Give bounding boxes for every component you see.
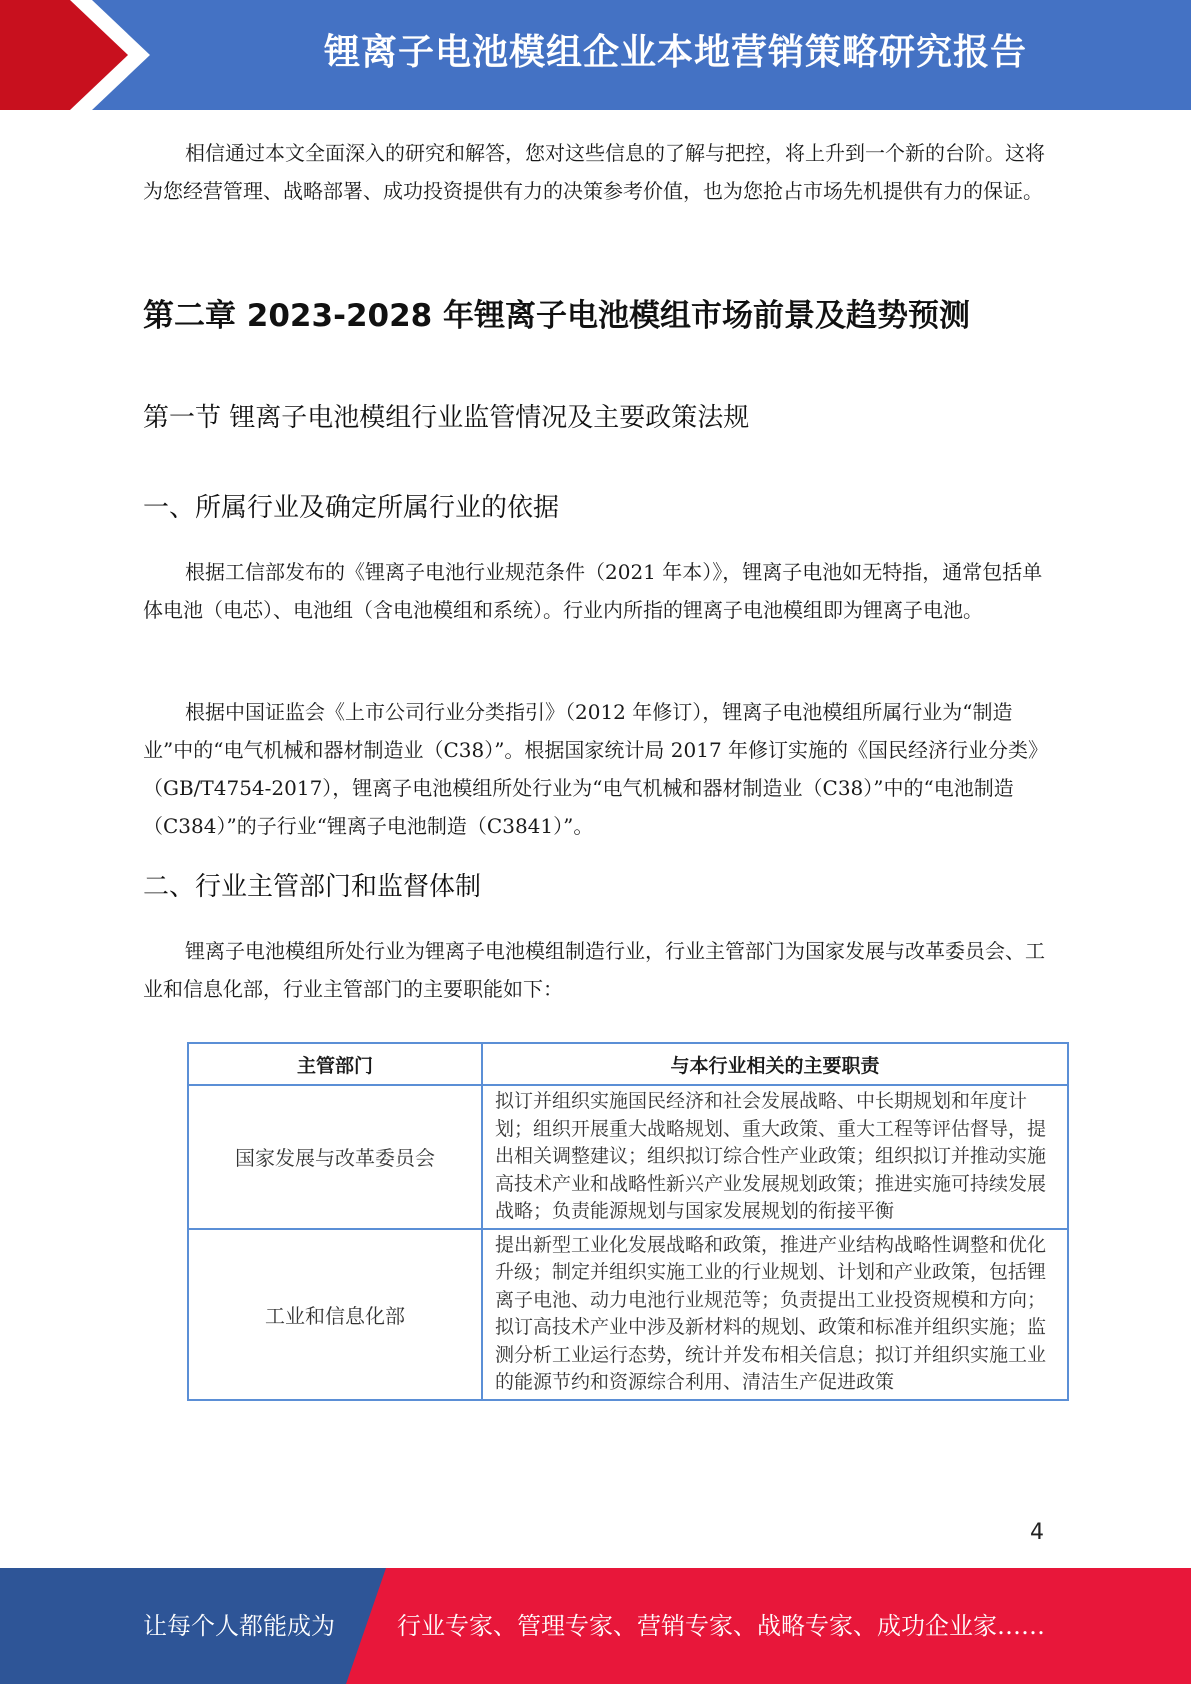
table-header-department: 主管部门 xyxy=(188,1043,482,1085)
subsection-1-title: 一、所属行业及确定所属行业的依据 xyxy=(143,493,560,523)
table-header-row xyxy=(188,1043,1068,1085)
page-number: 4 xyxy=(1030,1520,1044,1545)
section-title: 第一节 锂离子电池模组行业监管情况及主要政策法规 xyxy=(143,403,750,433)
table-cell-duty: 提出新型工业化发展战略和政策，推进产业结构战略性调整和优化升级；制定并组织实施工业的行业规划、计划和产业政策，包括锂离子电池、动力电池行业规范等；负责提出工业投资规模和方向；拟订高技术产业中涉及新材料的规划、政策和标准并组织实施；监测分析工业运行态势，统计并发布相关信息；拟订并组织实施工业的能源节约和资源综合利用、清洁生产促进政策 xyxy=(482,1229,1068,1400)
table-cell-duty: 拟订并组织实施国民经济和社会发展战略、中长期规划和年度计划；组织开展重大战略规划、重大政策、重大工程等评估督导，提出相关调整建议；组织拟订综合性产业政策；组织拟订并推动实施高技术产业和战略性新兴产业发展规划政策；推进实施可持续发展战略；负责能源规划与国家发展规划的衔接平衡 xyxy=(482,1085,1068,1229)
table-row xyxy=(188,1085,1068,1229)
subsection-1-paragraph-1: 根据工信部发布的《锂离子电池行业规范条件（2021 年本）》，锂离子电池如无特指，通常包括单体电池（电芯）、电池组（含电池模组和系统）。行业内所指的锂离子电池模组即为锂离子电池。 xyxy=(143,560,1043,622)
table-row xyxy=(188,1229,1068,1400)
table-cell-department: 国家发展与改革委员会 xyxy=(188,1085,482,1229)
regulatory-departments-table xyxy=(187,1042,1069,1401)
subsection-1-paragraph-2: 根据中国证监会《上市公司行业分类指引》（2012 年修订），锂离子电池模组所属行业为“制造业”中的“电气机械和器材制造业（C38）”。根据国家统计局 2017 年修订实施的《国民经济行业分类》（GB/T4754-2017），锂离子电池模组所处行业为“电气机械和器材制造业（C38）”中的“电池制造（C384）”的子行业“锂离子电池制造（C3841）”。 xyxy=(143,700,1039,838)
table-header-duty: 与本行业相关的主要职责 xyxy=(482,1043,1068,1085)
footer-slogan-left: 让每个人都能成为 xyxy=(143,1612,335,1640)
subsection-2-paragraph: 锂离子电池模组所处行业为锂离子电池模组制造行业，行业主管部门为国家发展与改革委员会、工业和信息化部，行业主管部门的主要职能如下： xyxy=(143,939,1045,1001)
subsection-2-title: 二、行业主管部门和监督体制 xyxy=(143,872,482,902)
header-title: 锂离子电池模组企业本地营销策略研究报告 xyxy=(323,32,1027,73)
page-header xyxy=(0,0,1191,110)
page-footer xyxy=(0,1568,1191,1684)
chapter-title: 第二章 2023-2028 年锂离子电池模组市场前景及趋势预测 xyxy=(143,298,971,334)
header-red-chevron-decoration xyxy=(0,0,160,110)
table-cell-department: 工业和信息化部 xyxy=(188,1229,482,1400)
intro-paragraph: 相信通过本文全面深入的研究和解答，您对这些信息的了解与把控，将上升到一个新的台阶。这将为您经营管理、战略部署、成功投资提供有力的决策参考价值，也为您抢占市场先机提供有力的保证。 xyxy=(143,141,1045,203)
footer-slogan-right: 行业专家、管理专家、营销专家、战略专家、成功企业家…… xyxy=(397,1612,1045,1640)
